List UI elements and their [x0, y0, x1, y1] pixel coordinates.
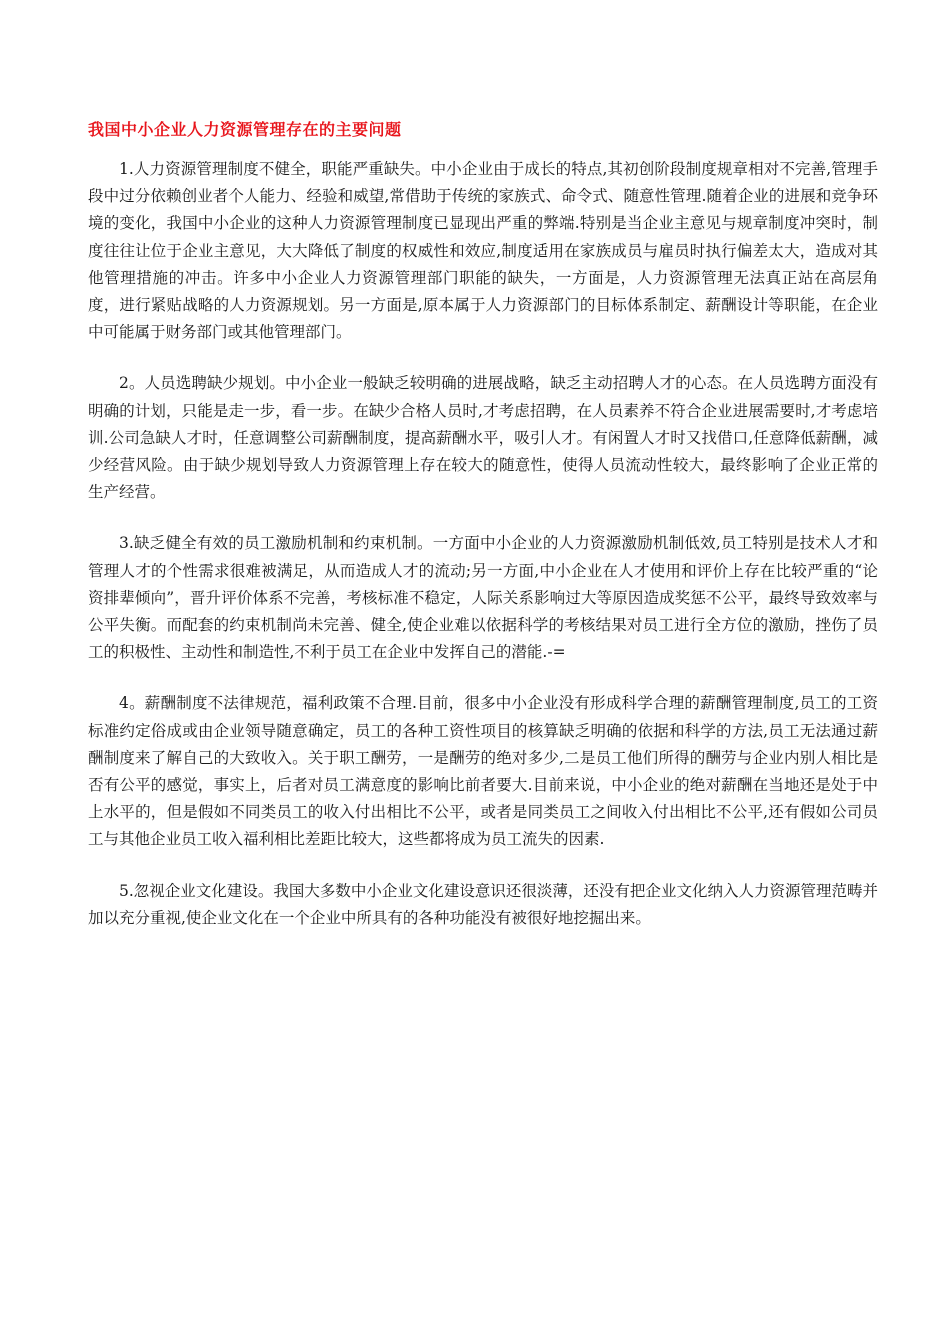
paragraph-1: 1.人力资源管理制度不健全，职能严重缺失。中小企业由于成长的特点,其初创阶段制度规章相对不完善,管理手段中过分依赖创业者个人能力、经验和威望,常借助于传统的家族式、命令式、随意性管理.随着企业的进展和竞争环境的变化，我国中小企业的这种人力资源管理制度已显现出严重的弊端.特别是当企业主意见与规章制度冲突时，制度往往让位于企业主意见，大大降低了制度的权威性和效应,制度适用在家族成员与雇员时执行偏差太大，造成对其他管理措施的冲击。许多中小企业人力资源管理部门职能的缺失，一方面是，人力资源管理无法真正站在高层角度，进行紧贴战略的人力资源规划。另一方面是,原本属于人力资源部门的目标体系制定、薪酬设计等职能，在企业中可能属于财务部门或其他管理部门。 — [88, 160, 878, 342]
paragraph-5: 5.忽视企业文化建设。我国大多数中小企业文化建设意识还很淡薄，还没有把企业文化纳入人力资源管理范畴并加以充分重视,使企业文化在一个企业中所具有的各种功能没有被很好地挖掘出来。 — [88, 881, 878, 927]
paragraph-4: 4。薪酬制度不法律规范，福利政策不合理.目前，很多中小企业没有形成科学合理的薪酬管理制度,员工的工资标准约定俗成或由企业领导随意确定，员工的各种工资性项目的核算缺乏明确的依据和科学的方法,员工无法通过薪酬制度来了解自己的大致收入。关于职工酬劳，一是酬劳的绝对多少,二是员工他们所得的酬劳与企业内别人相比是否有公平的感觉，事实上，后者对员工满意度的影响比前者要大.目前来说，中小企业的绝对薪酬在当地还是处于中上水平的，但是假如不同类员工的收入付出相比不公平，或者是同类员工之间收入付出相比不公平,还有假如公司员工与其他企业员工收入福利相比差距比较大，这些都将成为员工流失的因素. — [88, 694, 878, 849]
paragraph-3: 3.缺乏健全有效的员工激励机制和约束机制。一方面中小企业的人力资源激励机制低效,员工特别是技术人才和管理人才的个性需求很难被满足，从而造成人才的流动;另一方面,中小企业在人才使用和评价上存在比较严重的“论资排辈倾向”，晋升评价体系不完善，考核标准不稳定，人际关系影响过大等原因造成奖惩不公平，最终导致效率与公平失衡。而配套的约束机制尚未完善、健全,使企业难以依据科学的考核结果对员工进行全方位的激励，挫伤了员工的积极性、主动性和制造性,不利于员工在企业中发挥自己的潜能.-= — [88, 534, 878, 662]
paragraph-2: 2。人员选聘缺少规划。中小企业一般缺乏较明确的进展战略，缺乏主动招聘人才的心态。在人员选聘方面没有明确的计划，只能是走一步，看一步。在缺少合格人员时,才考虑招聘，在人员素养不符合企业进展需要时,才考虑培训.公司急缺人才时，任意调整公司薪酬制度，提高薪酬水平，吸引人才。有闲置人才时又找借口,任意降低薪酬，减少经营风险。由于缺少规划导致人力资源管理上存在较大的随意性，使得人员流动性较大，最终影响了企业正常的生产经营。 — [88, 374, 878, 502]
document-title: 我国中小企业人力资源管理存在的主要问题 — [88, 120, 402, 139]
document-body — [88, 118, 878, 956]
